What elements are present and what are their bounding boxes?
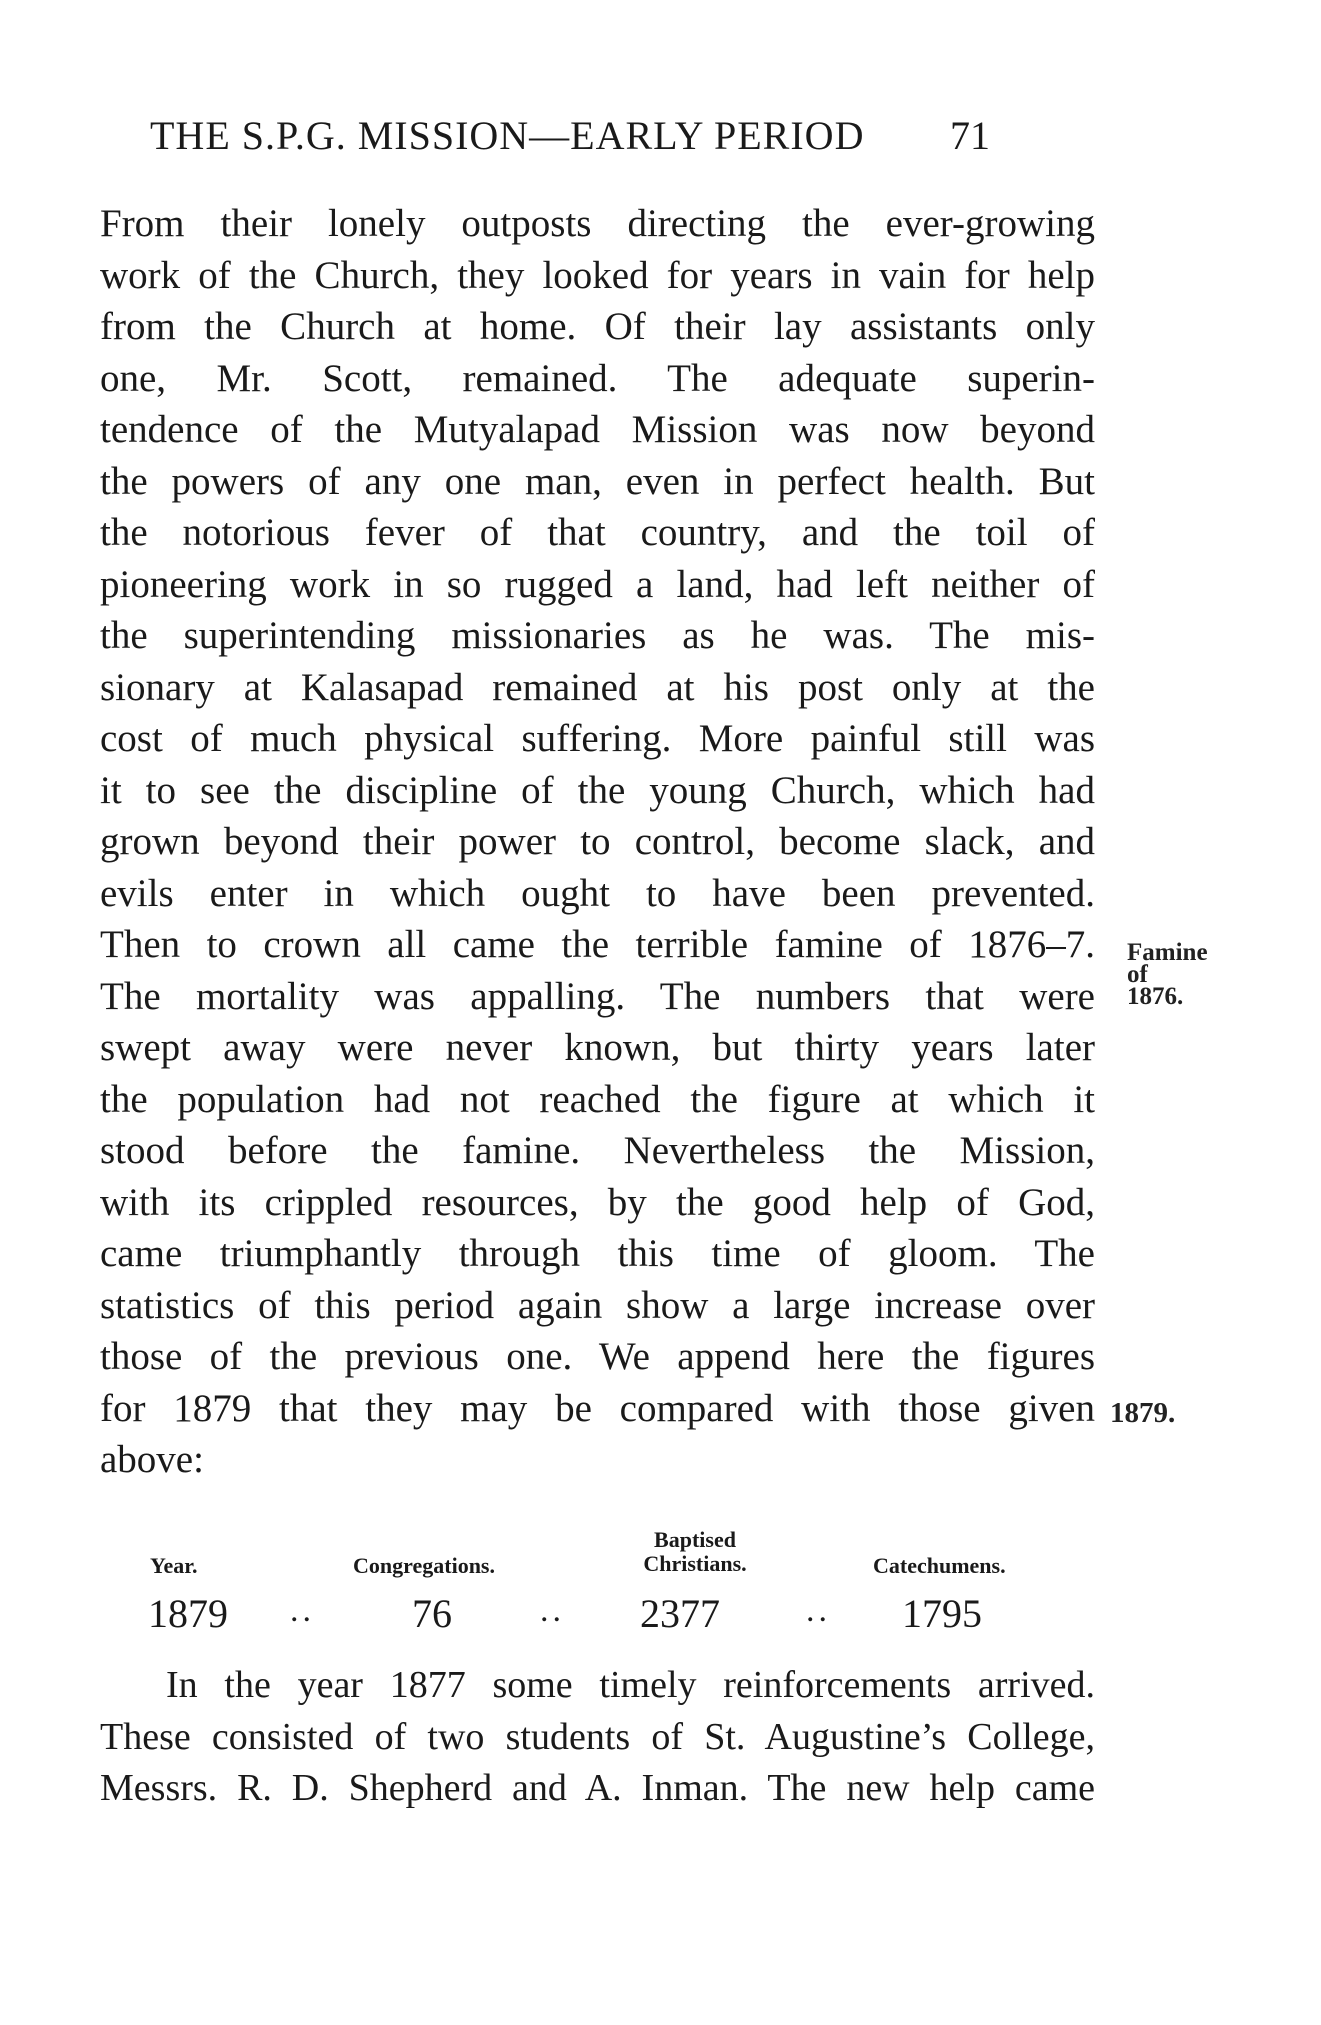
text-line: stood before the famine. Nevertheless the Mission,	[100, 1129, 1095, 1172]
cell-baptised: 2377	[640, 1591, 720, 1636]
dot-leader: ..	[806, 1592, 831, 1629]
text-line: These consisted of two students of St. Augustine’s College,	[100, 1715, 1095, 1758]
column-header-congregations: Congregations.	[353, 1553, 495, 1578]
text-line: those of the previous one. We append here the figures	[100, 1335, 1095, 1378]
text-line: it to see the discipline of the young Church, which had	[100, 768, 1095, 812]
column-header-baptised-line: Baptised	[654, 1527, 736, 1552]
text-line: The mortality was appalling. The numbers that were	[100, 974, 1095, 1018]
text-line: Messrs. R. D. Shepherd and A. Inman. The new help came	[100, 1767, 1095, 1809]
text-line: above:	[100, 1438, 204, 1481]
cell-catechumens: 1795	[902, 1591, 982, 1636]
text-line: tendence of the Mutyalapad Mission was now beyond	[100, 408, 1095, 451]
statistics-table	[150, 1518, 1050, 1638]
marginal-note-line: of	[1127, 961, 1148, 988]
marginal-note-1879: 1879.	[1110, 1397, 1176, 1429]
running-head: THE S.P.G. MISSION—EARLY PERIOD	[150, 113, 865, 158]
main-paragraph	[100, 198, 1100, 1486]
marginal-note-line: 1876.	[1127, 983, 1184, 1010]
text-line: work of the Church, they looked for years in vain for help	[100, 253, 1095, 297]
dot-leader: ..	[540, 1592, 565, 1629]
text-line: cost of much physical suffering. More painful still was	[100, 717, 1095, 760]
text-line: swept away were never known, but thirty years later	[100, 1026, 1095, 1069]
text-line: In the year 1877 some timely reinforcements arrived.	[166, 1664, 1095, 1706]
text-line: sionary at Kalasapad remained at his post only at the	[100, 665, 1095, 709]
text-line: for 1879 that they may be compared with those given	[100, 1386, 1095, 1430]
text-line: one, Mr. Scott, remained. The adequate superin-	[100, 356, 1095, 400]
cell-congregations: 76	[412, 1591, 452, 1636]
page-number: 71	[950, 113, 990, 158]
text-line: the notorious fever of that country, and the toil of	[100, 511, 1095, 554]
text-line: statistics of this period again show a large increase over	[100, 1283, 1095, 1327]
cell-year: 1879	[148, 1591, 228, 1636]
page-header	[150, 112, 990, 172]
text-line: Then to crown all came the terrible famine of 1876–7.	[100, 923, 1095, 966]
text-line: from the Church at home. Of their lay assistants only	[100, 305, 1095, 348]
text-line: came triumphantly through this time of gloom. The	[100, 1232, 1095, 1275]
text-line: evils enter in which ought to have been prevented.	[100, 871, 1095, 915]
column-header-year: Year.	[150, 1553, 198, 1578]
text-line: the powers of any one man, even in perfect health. But	[100, 459, 1095, 503]
column-header-catechumens: Catechumens.	[873, 1553, 1006, 1578]
marginal-note-famine	[1127, 939, 1247, 1010]
column-header-baptised	[610, 1528, 780, 1576]
text-line: pioneering work in so rugged a land, had left neither of	[100, 562, 1095, 606]
text-line: with its crippled resources, by the good help of God,	[100, 1180, 1095, 1224]
column-header-baptised-line: Christians.	[643, 1551, 747, 1576]
text-line: the superintending missionaries as he was. The mis-	[100, 614, 1095, 657]
dot-leader: ..	[290, 1592, 315, 1629]
text-line: grown beyond their power to control, become slack, and	[100, 820, 1095, 863]
marginal-note-line: Famine	[1127, 939, 1208, 966]
following-paragraph	[100, 1660, 1100, 1815]
text-line: From their lonely outposts directing the ever-growing	[100, 202, 1095, 245]
text-line: the population had not reached the figure at which it	[100, 1077, 1095, 1121]
